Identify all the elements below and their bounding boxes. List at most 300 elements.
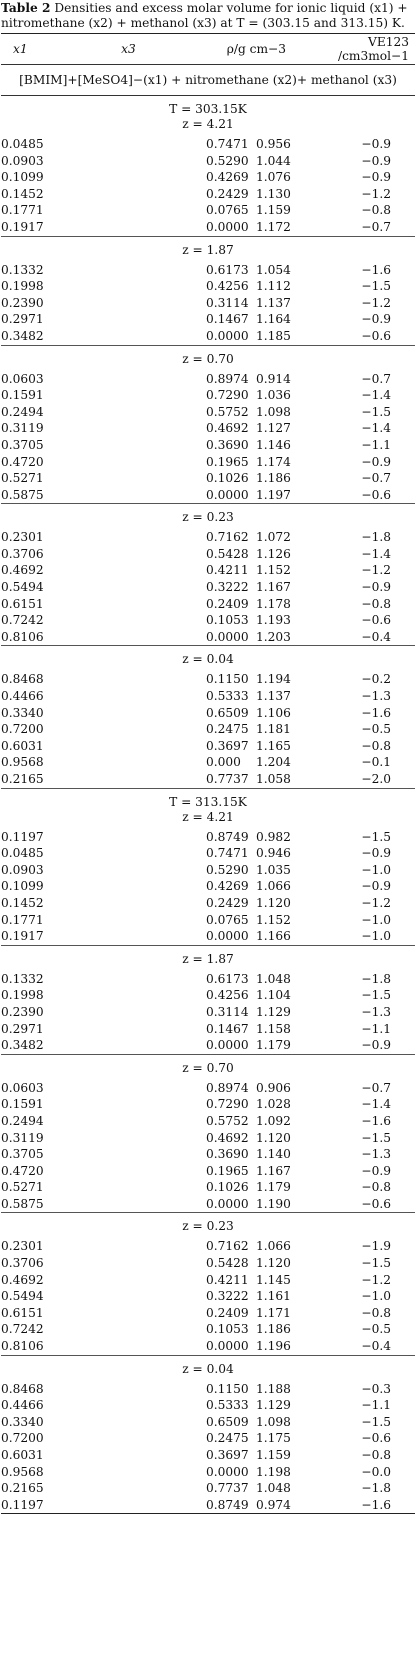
cell-x3: 0.3690 [206, 437, 249, 452]
cell-excess-volume: −0.7 [361, 1080, 391, 1095]
group-heading [1, 346, 415, 371]
cell-density: 1.193 [256, 613, 291, 628]
cell-x3: 0.1026 [206, 471, 249, 486]
z-ratio-label: z = 4.21 [182, 117, 234, 131]
cell-x1: 0.1591 [1, 1097, 44, 1112]
table-row [1, 371, 415, 388]
column-header-x3: x3 [121, 42, 136, 56]
cell-x1: 0.2165 [1, 1481, 44, 1496]
table-row [1, 1146, 415, 1163]
cell-x1: 0.3706 [1, 546, 44, 561]
cell-density: 1.137 [256, 689, 291, 704]
group-rows [1, 829, 415, 945]
table-row [1, 1414, 415, 1431]
group-heading [1, 1213, 415, 1238]
data-group [1, 1212, 415, 1354]
cell-density: 1.072 [256, 530, 291, 545]
cell-density: 1.076 [256, 170, 291, 185]
cell-x1: 0.3482 [1, 328, 44, 343]
cell-density: 1.175 [256, 1431, 291, 1446]
cell-density: 1.152 [256, 563, 291, 578]
cell-x3: 0.5333 [206, 1398, 249, 1413]
cell-density: 1.167 [256, 1163, 291, 1178]
cell-excess-volume: −0.9 [361, 312, 391, 327]
cell-x1: 0.1771 [1, 912, 44, 927]
table-row [1, 1272, 415, 1289]
cell-x3: 0.4211 [206, 1272, 249, 1287]
cell-x3: 0.3690 [206, 1147, 249, 1162]
table-row [1, 829, 415, 846]
table-row [1, 928, 415, 945]
cell-density: 1.146 [256, 437, 291, 452]
cell-density: 1.172 [256, 219, 291, 234]
cell-x3: 0.1053 [206, 613, 249, 628]
cell-x1: 0.1452 [1, 895, 44, 910]
table-row [1, 1288, 415, 1305]
cell-x1: 0.0603 [1, 1080, 44, 1095]
cell-x3: 0.6509 [206, 1414, 249, 1429]
temperature-label: T = 313.15K [169, 794, 247, 809]
cell-excess-volume: −0.8 [361, 1448, 391, 1462]
data-group [1, 95, 415, 236]
group-heading [1, 96, 415, 136]
cell-excess-volume: −0.8 [361, 1305, 391, 1320]
table-row [1, 1004, 415, 1021]
cell-excess-volume: −0.2 [361, 672, 391, 687]
cell-excess-volume: −1.4 [361, 388, 391, 403]
cell-x3: 0.2429 [206, 895, 249, 910]
cell-excess-volume: −1.3 [361, 1147, 391, 1162]
cell-x3: 0.1026 [206, 1180, 249, 1195]
cell-density: 1.112 [256, 279, 291, 294]
cell-excess-volume: −1.2 [361, 563, 391, 578]
table-row [1, 404, 415, 421]
cell-density: 1.104 [256, 988, 291, 1003]
cell-excess-volume: −1.5 [361, 829, 391, 844]
table-row [1, 219, 415, 236]
cell-excess-volume: −1.5 [361, 404, 391, 419]
table-row [1, 705, 415, 722]
table-row [1, 579, 415, 596]
table-row [1, 754, 415, 771]
table-row [1, 311, 415, 328]
cell-x3: 0.6509 [206, 705, 249, 720]
cell-excess-volume: −1.9 [361, 1239, 391, 1254]
cell-x3: 0.7471 [206, 137, 249, 151]
cell-x3: 0.2409 [206, 596, 249, 611]
cell-x1: 0.5271 [1, 471, 44, 486]
table-row [1, 629, 415, 646]
cell-x3: 0.7737 [206, 1481, 249, 1496]
cell-density: 1.048 [256, 971, 291, 986]
cell-excess-volume: −1.2 [361, 186, 391, 201]
z-ratio-label: z = 0.70 [182, 351, 234, 366]
cell-x3: 0.2475 [206, 722, 249, 737]
cell-density: 1.186 [256, 1322, 291, 1337]
table-row [1, 738, 415, 755]
cell-x1: 0.5875 [1, 1196, 44, 1211]
cell-density: 1.140 [256, 1147, 291, 1162]
cell-x1: 0.0603 [1, 371, 44, 386]
cell-x1: 0.1332 [1, 971, 44, 986]
cell-excess-volume: −1.1 [361, 1021, 391, 1036]
table-row [1, 295, 415, 312]
cell-density: 1.165 [256, 738, 291, 753]
cell-excess-volume: −0.8 [361, 1180, 391, 1195]
cell-excess-volume: −1.5 [361, 988, 391, 1003]
cell-x1: 0.2390 [1, 295, 44, 310]
cell-x1: 0.1452 [1, 186, 44, 201]
cell-excess-volume: −1.2 [361, 895, 391, 910]
cell-density: 0.946 [256, 846, 291, 861]
cell-density: 1.159 [256, 1448, 291, 1462]
cell-excess-volume: −1.0 [361, 912, 391, 927]
cell-x3: 0.0000 [206, 629, 249, 644]
table-row [1, 596, 415, 613]
cell-density: 1.145 [256, 1272, 291, 1287]
cell-x3: 0.3222 [206, 580, 249, 595]
table-row [1, 971, 415, 988]
cell-x3: 0.0000 [206, 929, 249, 944]
table-row [1, 153, 415, 170]
table-row [1, 1096, 415, 1113]
cell-density: 1.158 [256, 1021, 291, 1036]
table-row [1, 1497, 415, 1514]
cell-density: 1.058 [256, 772, 291, 786]
z-ratio-label: z = 1.87 [182, 242, 234, 257]
cell-x1: 0.1917 [1, 929, 44, 944]
table-row [1, 1255, 415, 1272]
cell-x1: 0.6151 [1, 1305, 44, 1320]
table-row [1, 721, 415, 738]
cell-x1: 0.2971 [1, 1021, 44, 1036]
cell-excess-volume: −0.4 [361, 1339, 391, 1354]
cell-x3: 0.5290 [206, 862, 249, 877]
cell-density: 1.174 [256, 454, 291, 469]
cell-density: 1.098 [256, 1414, 291, 1429]
table-row [1, 136, 415, 153]
data-group [1, 345, 415, 504]
cell-density: 1.152 [256, 912, 291, 927]
cell-x3: 0.0765 [206, 203, 249, 218]
table-row [1, 1321, 415, 1338]
cell-density: 0.982 [256, 829, 291, 844]
cell-density: 1.186 [256, 471, 291, 486]
cell-x1: 0.1998 [1, 279, 44, 294]
group-heading [1, 646, 415, 671]
cell-x3: 0.3222 [206, 1289, 249, 1304]
cell-x3: 0.8749 [206, 829, 249, 844]
cell-x1: 0.2301 [1, 1239, 44, 1254]
cell-x3: 0.8974 [206, 1080, 249, 1095]
group-rows [1, 371, 415, 504]
cell-x1: 0.7200 [1, 1431, 44, 1446]
cell-excess-volume: −1.4 [361, 1097, 391, 1112]
cell-x1: 0.4692 [1, 563, 44, 578]
data-group [1, 503, 415, 645]
cell-x1: 0.3705 [1, 1147, 44, 1162]
table-row [1, 470, 415, 487]
table-body [1, 95, 415, 1513]
cell-x3: 0.0000 [206, 1196, 249, 1211]
cell-x1: 0.2165 [1, 772, 44, 786]
table-row [1, 387, 415, 404]
cell-excess-volume: −1.1 [361, 437, 391, 452]
table-row [1, 1338, 415, 1355]
cell-x3: 0.3697 [206, 1448, 249, 1462]
table-row [1, 845, 415, 862]
cell-density: 0.906 [256, 1080, 291, 1095]
data-group [1, 1355, 415, 1514]
cell-x3: 0.4269 [206, 879, 249, 894]
cell-density: 1.198 [256, 1464, 291, 1479]
cell-density: 1.166 [256, 929, 291, 944]
cell-x1: 0.2390 [1, 1004, 44, 1019]
cell-x1: 0.3705 [1, 437, 44, 452]
cell-x3: 0.2409 [206, 1305, 249, 1320]
cell-x3: 0.8749 [206, 1497, 249, 1512]
table-row [1, 688, 415, 705]
cell-x1: 0.8468 [1, 1381, 44, 1396]
z-ratio-label: z = 1.87 [182, 951, 234, 966]
table-row [1, 612, 415, 629]
group-heading [1, 237, 415, 262]
cell-excess-volume: −0.7 [361, 219, 391, 234]
cell-excess-volume: −1.0 [361, 1289, 391, 1304]
cell-density: 1.130 [256, 186, 291, 201]
cell-x1: 0.0485 [1, 846, 44, 861]
cell-x1: 0.0485 [1, 137, 44, 151]
table-row [1, 1163, 415, 1180]
cell-density: 1.035 [256, 862, 291, 877]
cell-x1: 0.1197 [1, 1497, 44, 1512]
table-caption-text: Densities and excess molar volume for ionic liquid (x1) + nitromethane (x2) + methanol (x3) at T = (303.15 and 313.15) K. [1, 1, 408, 30]
cell-x3: 0.0000 [206, 1464, 249, 1479]
cell-x3: 0.0000 [206, 487, 249, 502]
cell-excess-volume: −0.6 [361, 613, 391, 628]
cell-excess-volume: −0.7 [361, 371, 391, 386]
cell-x1: 0.3706 [1, 1256, 44, 1271]
table-row [1, 1130, 415, 1147]
data-group [1, 945, 415, 1054]
cell-excess-volume: −0.6 [361, 328, 391, 343]
cell-x1: 0.1099 [1, 170, 44, 185]
table-row [1, 1480, 415, 1497]
cell-x1: 0.1332 [1, 262, 44, 277]
column-header-x1: x1 [13, 42, 28, 56]
z-ratio-label: z = 4.21 [182, 809, 234, 824]
cell-x3: 0.000 [206, 755, 241, 770]
cell-density: 1.127 [256, 421, 291, 436]
table-row [1, 895, 415, 912]
cell-density: 1.178 [256, 596, 291, 611]
group-heading [1, 789, 415, 829]
cell-excess-volume: −0.5 [361, 722, 391, 737]
cell-density: 1.092 [256, 1113, 291, 1128]
z-ratio-label: z = 0.04 [182, 1361, 234, 1376]
cell-x3: 0.6173 [206, 262, 249, 277]
cell-x3: 0.4211 [206, 563, 249, 578]
table-row [1, 278, 415, 295]
cell-excess-volume: −1.6 [361, 1497, 391, 1512]
cell-density: 0.974 [256, 1497, 291, 1512]
table-row [1, 987, 415, 1004]
table-row [1, 169, 415, 186]
data-group [1, 645, 415, 787]
table-row [1, 1238, 415, 1255]
table-row [1, 1196, 415, 1213]
cell-x1: 0.5875 [1, 487, 44, 502]
cell-x1: 0.9568 [1, 1464, 44, 1479]
cell-excess-volume: −0.9 [361, 879, 391, 894]
cell-excess-volume: −1.8 [361, 530, 391, 545]
cell-x3: 0.5428 [206, 546, 249, 561]
cell-x3: 0.0000 [206, 219, 249, 234]
cell-x3: 0.1150 [206, 672, 249, 687]
data-group [1, 788, 415, 945]
cell-excess-volume: −0.9 [361, 1038, 391, 1053]
cell-x3: 0.4692 [206, 421, 249, 436]
cell-x1: 0.3119 [1, 1130, 44, 1145]
temperature-label: T = 303.15K [169, 102, 247, 116]
cell-excess-volume: −0.9 [361, 846, 391, 861]
cell-x3: 0.5428 [206, 1256, 249, 1271]
column-header-excess-volume: VE123 /cm3mol−1 [337, 35, 409, 63]
column-header-row [1, 34, 415, 64]
cell-excess-volume: −0.8 [361, 738, 391, 753]
cell-excess-volume: −0.6 [361, 487, 391, 502]
cell-x1: 0.1771 [1, 203, 44, 218]
table-row [1, 1179, 415, 1196]
cell-x3: 0.0000 [206, 1038, 249, 1053]
group-heading [1, 1055, 415, 1080]
data-group [1, 236, 415, 345]
table-row [1, 186, 415, 203]
table-row [1, 420, 415, 437]
cell-x3: 0.4269 [206, 170, 249, 185]
cell-density: 0.914 [256, 371, 291, 386]
cell-x1: 0.3340 [1, 1414, 44, 1429]
cell-x3: 0.0765 [206, 912, 249, 927]
table-row [1, 671, 415, 688]
cell-x3: 0.3114 [206, 1004, 249, 1019]
cell-density: 1.179 [256, 1038, 291, 1053]
cell-x1: 0.7242 [1, 1322, 44, 1337]
cell-x3: 0.1150 [206, 1381, 249, 1396]
cell-x1: 0.1197 [1, 829, 44, 844]
cell-density: 0.956 [256, 137, 291, 151]
cell-excess-volume: −0.0 [361, 1464, 391, 1479]
cell-density: 1.164 [256, 312, 291, 327]
table-row [1, 1113, 415, 1130]
group-heading [1, 504, 415, 529]
table-row [1, 862, 415, 879]
cell-x1: 0.5271 [1, 1180, 44, 1195]
table-row [1, 1021, 415, 1038]
cell-excess-volume: −2.0 [361, 772, 391, 786]
z-ratio-label: z = 0.70 [182, 1060, 234, 1075]
cell-x3: 0.0000 [206, 328, 249, 343]
cell-x1: 0.6151 [1, 596, 44, 611]
cell-density: 1.185 [256, 328, 291, 343]
cell-x1: 0.3482 [1, 1038, 44, 1053]
cell-density: 1.171 [256, 1305, 291, 1320]
cell-excess-volume: −0.9 [361, 170, 391, 185]
table-row [1, 1305, 415, 1322]
cell-x3: 0.3697 [206, 738, 249, 753]
cell-x1: 0.1998 [1, 988, 44, 1003]
z-ratio-label: z = 0.23 [182, 510, 234, 525]
group-rows [1, 1238, 415, 1354]
table-row [1, 529, 415, 546]
cell-x3: 0.4256 [206, 279, 249, 294]
cell-x3: 0.2475 [206, 1431, 249, 1446]
table-row [1, 1381, 415, 1398]
cell-excess-volume: −0.9 [361, 137, 391, 151]
group-heading [1, 946, 415, 971]
group-rows [1, 1381, 415, 1514]
cell-excess-volume: −0.1 [361, 755, 391, 770]
cell-density: 1.179 [256, 1180, 291, 1195]
table-row [1, 328, 415, 345]
cell-excess-volume: −1.2 [361, 1272, 391, 1287]
column-header-density: ρ/g cm−3 [226, 42, 286, 56]
cell-x3: 0.4256 [206, 988, 249, 1003]
cell-density: 1.137 [256, 295, 291, 310]
cell-density: 1.197 [256, 487, 291, 502]
cell-x3: 0.5333 [206, 689, 249, 704]
cell-excess-volume: −1.6 [361, 1113, 391, 1128]
cell-x1: 0.8106 [1, 1339, 44, 1354]
cell-density: 1.190 [256, 1196, 291, 1211]
z-ratio-label: z = 0.23 [182, 1219, 234, 1234]
cell-density: 1.159 [256, 203, 291, 218]
cell-x1: 0.1591 [1, 388, 44, 403]
group-heading [1, 1356, 415, 1381]
cell-excess-volume: −1.6 [361, 262, 391, 277]
cell-excess-volume: −0.6 [361, 1196, 391, 1211]
cell-x1: 0.2301 [1, 530, 44, 545]
cell-excess-volume: −1.0 [361, 862, 391, 877]
cell-density: 1.066 [256, 879, 291, 894]
cell-excess-volume: −1.8 [361, 1481, 391, 1496]
cell-excess-volume: −1.5 [361, 1414, 391, 1429]
cell-x3: 0.7162 [206, 530, 249, 545]
group-rows [1, 671, 415, 787]
cell-excess-volume: −1.4 [361, 546, 391, 561]
table-row [1, 912, 415, 929]
cell-excess-volume: −1.3 [361, 1004, 391, 1019]
table-row [1, 1037, 415, 1054]
cell-density: 1.106 [256, 705, 291, 720]
cell-excess-volume: −1.6 [361, 705, 391, 720]
cell-excess-volume: −1.8 [361, 971, 391, 986]
cell-x1: 0.0903 [1, 862, 44, 877]
cell-x1: 0.7242 [1, 613, 44, 628]
cell-x3: 0.2429 [206, 186, 249, 201]
cell-x3: 0.5752 [206, 1113, 249, 1128]
table-caption [1, 0, 415, 33]
cell-x1: 0.1099 [1, 879, 44, 894]
cell-excess-volume: −1.1 [361, 1398, 391, 1413]
group-rows [1, 1080, 415, 1213]
cell-x1: 0.2494 [1, 404, 44, 419]
table-row [1, 878, 415, 895]
cell-x1: 0.4720 [1, 1163, 44, 1178]
cell-density: 1.044 [256, 153, 291, 168]
cell-x1: 0.4692 [1, 1272, 44, 1287]
cell-excess-volume: −1.3 [361, 689, 391, 704]
